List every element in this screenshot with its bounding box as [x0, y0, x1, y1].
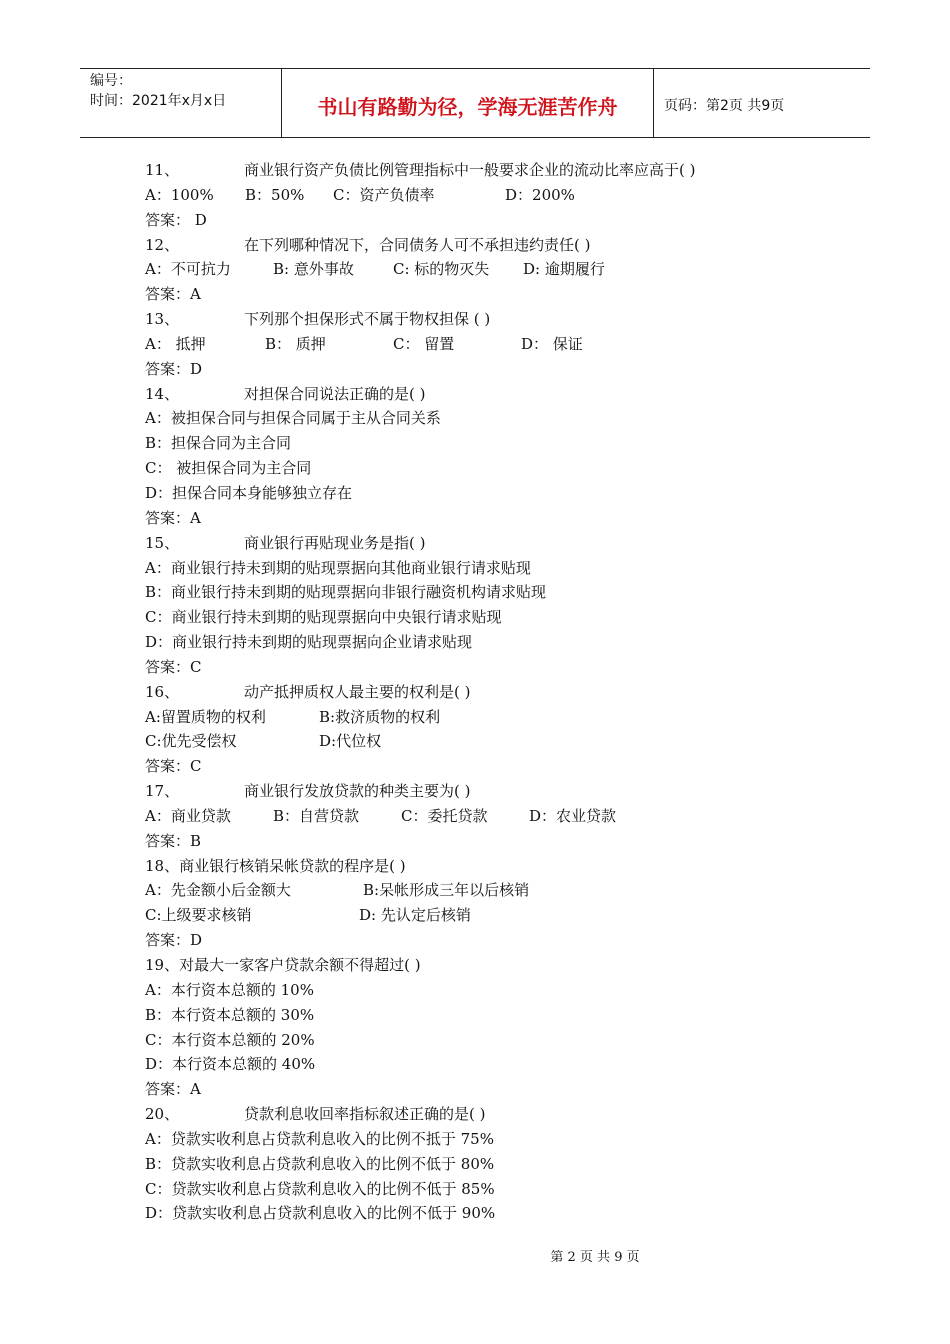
- option-c: C：贷款实收利息占贷款利息收入的比例不低于 85%: [145, 1179, 495, 1198]
- option-c: C：商业银行持未到期的贴现票据向中央银行请求贴现: [145, 608, 502, 627]
- option-c: C: 标的物灭失: [393, 260, 490, 279]
- option-d: D：商业银行持未到期的贴现票据向企业请求贴现: [145, 633, 473, 652]
- option-b: B:呆帐形成三年以后核销: [363, 881, 530, 900]
- answer: 答案：A: [145, 508, 201, 527]
- question-text: 动产抵押质权人最主要的权利是( ): [244, 682, 471, 701]
- question-11: [145, 158, 825, 183]
- question-number: 14、: [145, 384, 180, 403]
- option-d: D: 逾期履行: [523, 260, 605, 279]
- options-row: [145, 257, 825, 282]
- option-a: A:留置质物的权利: [145, 707, 266, 726]
- question-text: 商业银行再贴现业务是指( ): [244, 533, 426, 552]
- question-17: [145, 779, 825, 804]
- question-13: [145, 307, 825, 332]
- question-text: 在下列哪种情况下，合同债务人可不承担违约责任( ): [244, 235, 591, 254]
- question-14: [145, 382, 825, 407]
- code-label: 编号：: [90, 73, 132, 89]
- question-12: [145, 233, 825, 258]
- option-b: B：自营贷款: [273, 806, 360, 825]
- option-b: B：贷款实收利息占贷款利息收入的比例不低于 80%: [145, 1154, 495, 1173]
- answer: 答案：C: [145, 657, 202, 676]
- question-number: 12、: [145, 235, 180, 254]
- option-c: C:优先受偿权: [145, 732, 237, 751]
- option-b: B：商业银行持未到期的贴现票据向非银行融资机构请求贴现: [145, 583, 547, 602]
- option-d: D：担保合同本身能够独立存在: [145, 483, 353, 502]
- option-a: A：不可抗力: [145, 260, 231, 279]
- header-page-number: 页码：第2页 共9页: [664, 98, 785, 114]
- page-header: [80, 68, 870, 138]
- option-c: C：本行资本总额的 20%: [145, 1030, 315, 1049]
- question-text: 商业银行资产负债比例管理指标中一般要求企业的流动比率应高于( ): [244, 161, 696, 179]
- option-d: D：贷款实收利息占贷款利息收入的比例不低于 90%: [145, 1204, 496, 1223]
- option-a: A： 抵押: [145, 334, 206, 353]
- question-number: 20、: [145, 1105, 180, 1124]
- question-text: 下列那个担保形式不属于物权担保 ( ): [244, 310, 491, 329]
- question-20: [145, 1102, 825, 1127]
- options-row: [145, 729, 825, 754]
- options-row: [145, 183, 825, 208]
- page-footer: 第 2 页 共 9 页: [550, 1250, 640, 1265]
- options-row: [145, 332, 825, 357]
- question-text: 对担保合同说法正确的是( ): [244, 384, 426, 403]
- question-number: 13、: [145, 310, 180, 329]
- question-number: 16、: [145, 682, 180, 701]
- option-a: A：本行资本总额的 10%: [145, 980, 314, 999]
- option-b: B：本行资本总额的 30%: [145, 1005, 315, 1024]
- answer: 答案： D: [145, 210, 207, 229]
- answer: 答案：D: [145, 931, 203, 950]
- option-c: C： 被担保合同为主合同: [145, 459, 312, 478]
- option-d: D：200%: [505, 185, 575, 204]
- question-text: 贷款利息收回率指标叙述正确的是( ): [244, 1105, 486, 1124]
- option-b: B：担保合同为主合同: [145, 434, 292, 453]
- option-a: A：被担保合同与担保合同属于主从合同关系: [145, 409, 441, 428]
- option-a: A：商业银行持未到期的贴现票据向其他商业银行请求贴现: [145, 558, 531, 577]
- option-c: C：委托贷款: [401, 806, 488, 825]
- question-number: 17、: [145, 782, 180, 801]
- answer: 答案：B: [145, 831, 202, 850]
- answer: 答案：A: [145, 1080, 201, 1099]
- question-15: [145, 531, 825, 556]
- option-c: C:上级要求核销: [145, 906, 252, 925]
- option-c: C： 留置: [393, 334, 455, 353]
- question-text: 商业银行发放贷款的种类主要为( ): [244, 782, 471, 801]
- question-16: [145, 680, 825, 705]
- options-row: [145, 705, 825, 730]
- options-row: [145, 878, 825, 903]
- options-row: [145, 804, 825, 829]
- answer: 答案：A: [145, 285, 201, 304]
- question-list: [145, 158, 825, 1226]
- option-b: B: 意外事故: [273, 260, 354, 279]
- option-a: A：先金额小后金额大: [145, 881, 291, 900]
- option-b: B：50%: [245, 185, 305, 204]
- option-d: D： 保证: [521, 334, 583, 353]
- question-19: 19、对最大一家客户贷款余额不得超过( ): [145, 956, 421, 974]
- header-motto: 书山有路勤为径，学海无涯苦作舟: [282, 69, 654, 137]
- option-b: B： 质押: [265, 334, 326, 353]
- option-d: D：本行资本总额的 40%: [145, 1055, 316, 1074]
- answer: 答案：D: [145, 359, 203, 378]
- option-d: D：农业贷款: [529, 806, 617, 825]
- option-c: C：资产负债率: [333, 185, 435, 204]
- header-meta: [80, 69, 282, 137]
- option-b: B:救济质物的权利: [319, 707, 441, 726]
- option-d: D: 先认定后核销: [359, 906, 471, 925]
- answer: 答案：C: [145, 757, 202, 776]
- question-number: 11、: [145, 161, 180, 179]
- option-d: D:代位权: [319, 732, 382, 751]
- option-a: A：商业贷款: [145, 806, 231, 825]
- time-label: 时间：2021年x月x日: [90, 93, 227, 109]
- options-row: [145, 903, 825, 928]
- option-a: A：100%: [145, 185, 214, 204]
- question-number: 15、: [145, 533, 180, 552]
- option-a: A：贷款实收利息占贷款利息收入的比例不抵于 75%: [145, 1129, 494, 1148]
- question-18: 18、商业银行核销呆帐贷款的程序是( ): [145, 856, 406, 875]
